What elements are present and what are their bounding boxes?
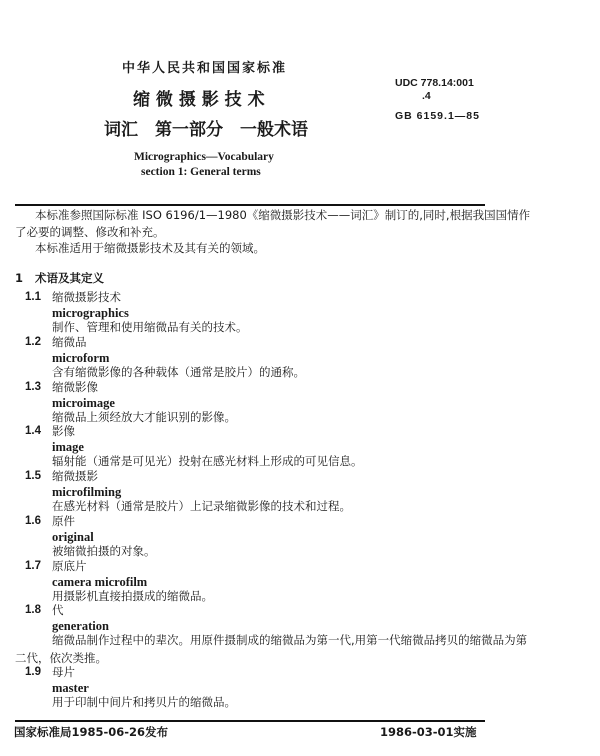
term-english: microfilming [52, 485, 122, 499]
gb-number: GB 6159.1—85 [395, 110, 480, 122]
term-english: micrographics [52, 306, 129, 320]
term-definition: 辐射能（通常是可见光）投射在感光材料上形成的可见信息。 [52, 454, 363, 468]
term-english: master [52, 681, 89, 695]
intro-para-1-cont: 了必要的调整、修改和补充。 [15, 225, 165, 239]
title-line-1: 缩 微 摄 影 技 术 [133, 90, 265, 110]
term-definition: 缩微品制作过程中的辈次。用原件摄制成的缩微品为第一代,用第一代缩微品拷贝的缩微品为第 [52, 633, 528, 647]
section-title: 术语及其定义 [35, 271, 105, 285]
term-definition: 含有缩微影像的各种载体（通常是胶片）的通称。 [52, 365, 305, 379]
term-number: 1.6 [25, 515, 41, 527]
national-standard-heading: 中华人民共和国国家标准 [122, 61, 288, 76]
term-number: 1.4 [25, 425, 41, 437]
term-definition: 缩微品上须经放大才能识别的影像。 [52, 410, 236, 424]
term-chinese: 缩微摄影 [52, 469, 98, 483]
term-english: camera microfilm [52, 575, 148, 589]
intro-para-1: 本标准参照国际标准 ISO 6196/1—1980《缩微摄影技术——词汇》制订的,同时,根据我国国情作 [35, 208, 531, 222]
term-chinese: 缩微影像 [52, 380, 98, 394]
section-heading [15, 273, 104, 285]
term-definition: 用摄影机直接拍摄成的缩微品。 [52, 589, 213, 603]
term-number: 1.2 [25, 336, 41, 348]
term-english: image [52, 440, 84, 454]
term-definition: 被缩微拍摄的对象。 [52, 544, 156, 558]
udc-number: UDC 778.14:001 [395, 77, 474, 89]
term-english: generation [52, 619, 109, 633]
top-rule [15, 204, 485, 206]
term-chinese: 影像 [52, 424, 75, 438]
term-definition-cont: 二代，依次类推。 [15, 651, 107, 665]
term-number: 1.5 [25, 470, 41, 482]
term-chinese: 母片 [52, 665, 75, 679]
section-number: 1 [15, 271, 24, 285]
title-line-2: 词汇 第一部分 一般术语 [104, 120, 308, 140]
english-title-1: Micrographics—Vocabulary [134, 151, 274, 163]
term-number: 1.7 [25, 560, 41, 572]
term-chinese: 缩微摄影技术 [52, 290, 121, 304]
intro-para-2: 本标准适用于缩微摄影技术及其有关的领域。 [35, 241, 265, 255]
term-number: 1.9 [25, 666, 41, 678]
term-chinese: 缩微品 [52, 335, 87, 349]
term-number: 1.3 [25, 381, 41, 393]
english-title-2: section 1: General terms [141, 166, 261, 178]
term-english: microform [52, 351, 110, 365]
udc-number-suffix: .4 [422, 90, 431, 102]
issue-date: 国家标准局1985-06-26发布 [14, 725, 169, 739]
term-number: 1.8 [25, 604, 41, 616]
term-english: microimage [52, 396, 115, 410]
term-chinese: 原件 [52, 514, 75, 528]
effective-date: 1986-03-01实施 [380, 725, 477, 739]
term-chinese: 原底片 [52, 559, 87, 573]
bottom-rule [15, 720, 485, 722]
term-chinese: 代 [52, 603, 64, 617]
term-definition: 在感光材料（通常是胶片）上记录缩微影像的技术和过程。 [52, 499, 351, 513]
term-number: 1.1 [25, 291, 41, 303]
term-definition: 制作、管理和使用缩微品有关的技术。 [52, 320, 248, 334]
term-definition: 用于印制中间片和拷贝片的缩微品。 [52, 695, 236, 709]
term-english: original [52, 530, 94, 544]
